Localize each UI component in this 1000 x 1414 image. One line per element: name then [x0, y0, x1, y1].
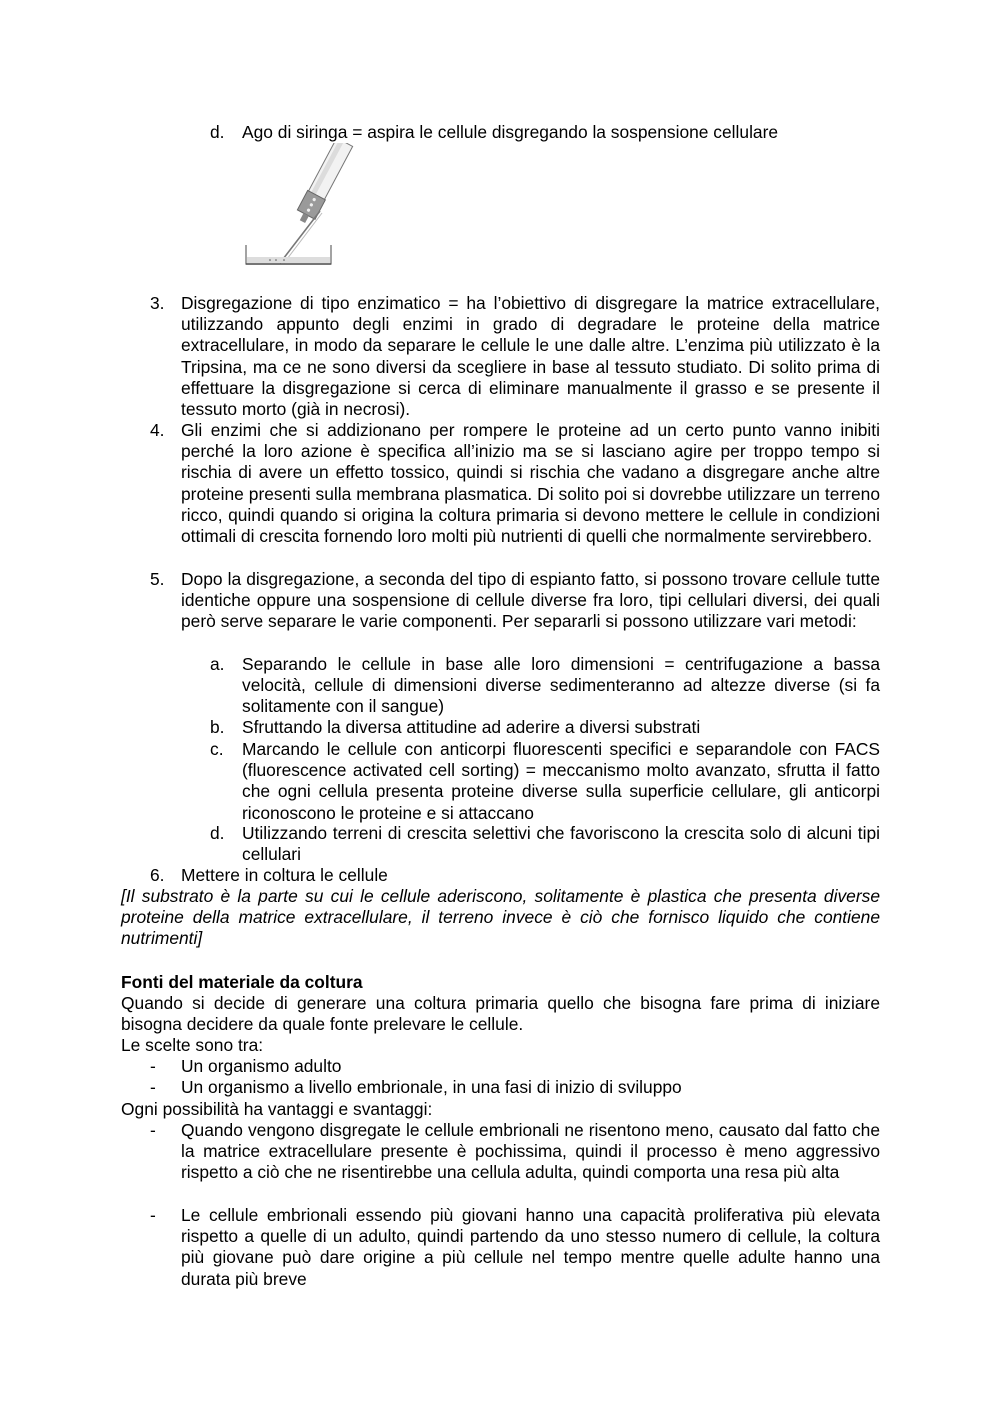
- dash-marker: -: [150, 1205, 156, 1225]
- choices-intro: Le scelte sono tra:: [121, 1035, 264, 1055]
- list-marker: a.: [210, 654, 225, 674]
- list-item-text: Disgregazione di tipo enzimatico = ha l’obiettivo di disgregare la matrice extracellulare, utilizzando appunto degli enzimi in grado di degradare le proteine della matrice extracellulare, in modo da separare le cellule le une dalle altre. L’enzima più utilizzato è la Tripsina, ma ce ne sono diversi da scegliere in base al tessuto studiato. Di solito prima di effettuare la disgregazione si cerca di eliminare manualmente il grasso e se presente il tessuto morto (già in necrosi).: [181, 293, 880, 420]
- choice-item: [150, 1077, 880, 1098]
- list-item-text: Separando le cellule in base alle loro dimensioni = centrifugazione a bassa velocità, cellule di dimensioni diverse sedimenteranno ad altezze diverse (si fa solitamente con il sangue): [242, 654, 880, 717]
- list-item-text: Gli enzimi che si addizionano per rompere le proteine ad un certo punto vanno inibiti perché la loro azione è specifica all’inizio ma se si lasciano agire per troppo tempo si rischia di avere un effetto tossico, quindi si rischia che vadano a disgregare anche altre proteine presenti sulla membrana plasmatica. Di solito poi si dovrebbe utilizzare un terreno ricco, quindi quando si origina la coltura primaria si devono mettere le cellule in condizioni ottimali di crescita fornendo loro molti più nutrienti di quelli che normalmente servirebbero.: [181, 420, 880, 547]
- list-item-text: Sfruttando la diversa attitudine ad aderire a diversi substrati: [242, 717, 701, 737]
- list-item-text: Marcando le cellule con anticorpi fluorescenti specifici e separandole con FACS (fluorescence activated cell sorting) = meccanismo molto avanzato, sfrutta il fatto che ogni cellula presenta proteine diverse sulla superficie cellulare, gli anticorpi riconoscono le proteine e si attaccano: [242, 739, 880, 823]
- list-item-text: Dopo la disgregazione, a seconda del tipo di espianto fatto, si possono trovare cellule tutte identiche oppure una sospensione di cellule diverse fra loro, tipi cellulari diversi, dei quali però serve separare le varie componenti. Per separarli si possono utilizzare vari metodi:: [181, 569, 880, 632]
- syringe-illustration: [240, 143, 380, 268]
- sub-item-b: [210, 717, 880, 738]
- dash-marker: -: [150, 1056, 156, 1076]
- list-item-4: [150, 420, 880, 547]
- list-marker: d.: [210, 122, 225, 142]
- list-item-d-syringe: [210, 122, 890, 143]
- sub-item-a: [210, 654, 880, 718]
- choice-text: Un organismo a livello embrionale, in una fasi di inizio di sviluppo: [181, 1077, 682, 1097]
- choice-text: Un organismo adulto: [181, 1056, 342, 1076]
- pros-text: Quando vengono disgregate le cellule embrionali ne risentono meno, causato dal fatto che la matrice extracellulare presente è pochissima, quindi il processo è meno aggressivo rispetto a ciò che ne risentirebbe una cellula adulta, quindi comporta una resa più alta: [181, 1120, 880, 1183]
- dash-marker: -: [150, 1077, 156, 1097]
- pros-item: [150, 1205, 880, 1290]
- section-heading: Fonti del materiale da coltura: [121, 972, 363, 992]
- pros-intro: Ogni possibilità ha vantaggi e svantaggi:: [121, 1099, 433, 1119]
- list-item-text: Utilizzando terreni di crescita selettivi che favoriscono la crescita solo di alcuni tipi cellulari: [242, 823, 880, 865]
- list-marker: d.: [210, 823, 225, 843]
- list-item-5: [150, 569, 880, 633]
- list-marker: 4.: [150, 420, 165, 440]
- pros-item: [150, 1120, 880, 1184]
- dash-marker: -: [150, 1120, 156, 1140]
- list-item-3: [150, 293, 880, 420]
- sub-item-d: [210, 823, 880, 865]
- list-marker: c.: [210, 739, 224, 759]
- sub-item-c: [210, 739, 880, 824]
- list-item-text: Mettere in coltura le cellule: [181, 865, 388, 885]
- list-item-text: Ago di siringa = aspira le cellule disgregando la sospensione cellulare: [242, 122, 779, 142]
- choice-item: [150, 1056, 880, 1077]
- list-marker: 6.: [150, 865, 165, 885]
- list-marker: 5.: [150, 569, 165, 589]
- pros-text: Le cellule embrionali essendo più giovani hanno una capacità proliferativa più elevata rispetto a quelle di un adulto, quindi partendo da uno stesso numero di cellule, la coltura più giovane può dare origine a più cellule nel tempo mentre quelle adulte hanno una durata più breve: [181, 1205, 880, 1289]
- section-intro: Quando si decide di generare una coltura primaria quello che bisogna fare prima di iniziare bisogna decidere da quale fonte prelevare le cellule.: [121, 993, 880, 1035]
- italic-note: [Il substrato è la parte su cui le cellule aderiscono, solitamente è plastica che presenta diverse proteine della matrice extracellulare, il terreno invece è ciò che fornisco liquido che contiene nutrimenti]: [121, 886, 880, 949]
- list-marker: b.: [210, 717, 225, 737]
- list-item-6: [150, 865, 880, 886]
- list-marker: 3.: [150, 293, 165, 313]
